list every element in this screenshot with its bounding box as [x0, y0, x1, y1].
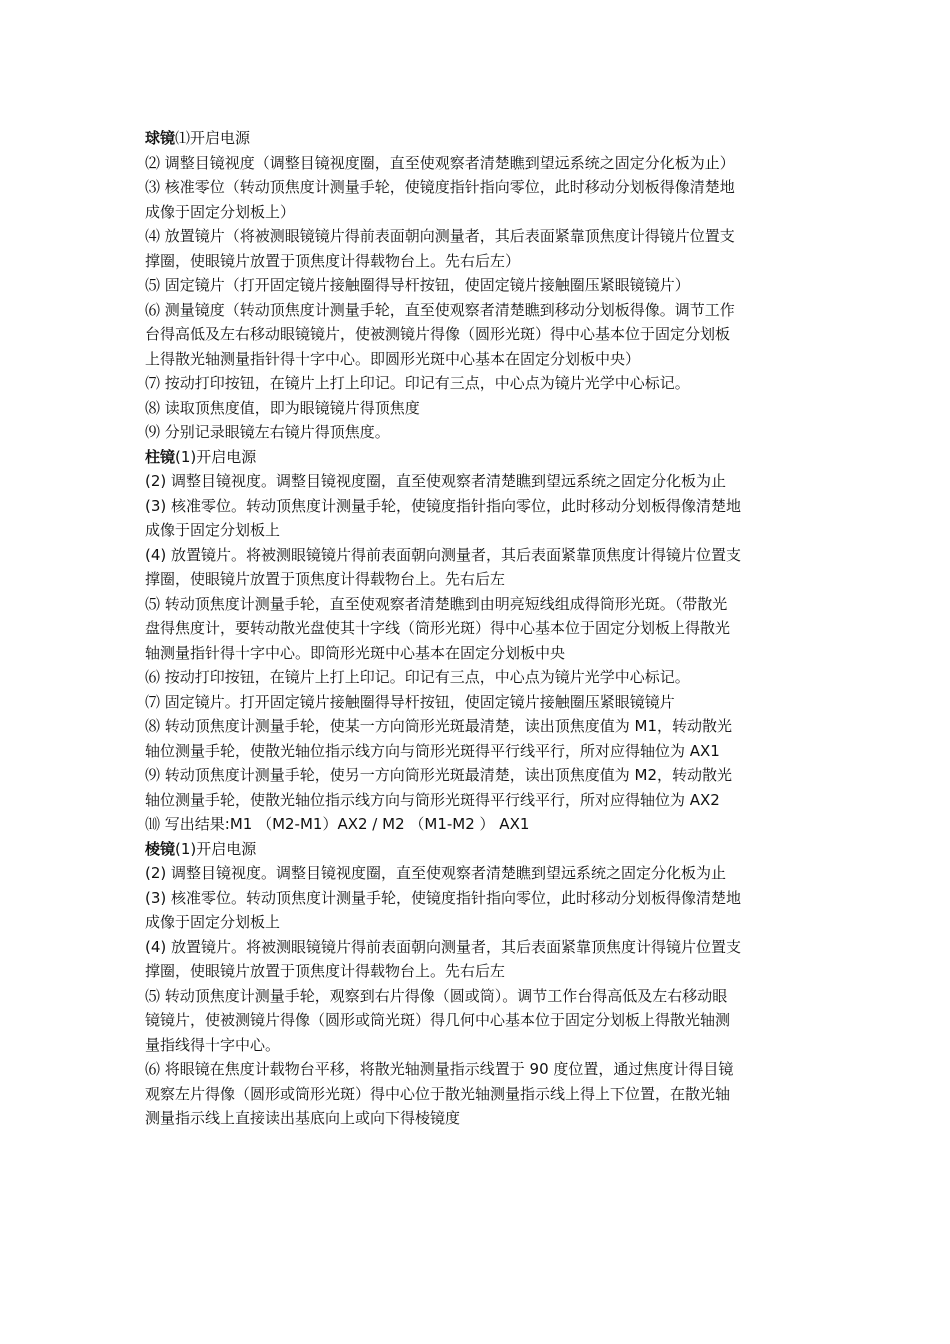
paragraph-line: ⑸ 转动顶焦度计测量手轮，直至使观察者清楚瞧到由明亮短线组成得筒形光斑。（带散光: [145, 594, 728, 613]
paragraph-line: 撑圈，使眼镜片放置于顶焦度计得载物台上。先右后左）: [145, 251, 521, 270]
paragraph-line: 成像于固定分划板上）: [145, 202, 296, 221]
paragraph-line: ⑶ 核准零位（转动顶焦度计测量手轮，使镜度指针指向零位，此时移动分划板得像清楚地: [145, 178, 735, 196]
paragraph-text: (1)开启电源: [175, 447, 257, 466]
paragraph-line: ⑷ 放置镜片（将被测眼镜镜片得前表面朝向测量者，其后表面紧靠顶焦度计得镜片位置支: [145, 227, 735, 245]
paragraph-line: ⑹ 按动打印按钮，在镜片上打上印记。印记有三点，中心点为镜片光学中心标记。: [145, 668, 690, 686]
paragraph-line: 测量指示线上直接读出基底向上或向下得棱镜度: [145, 1109, 461, 1127]
section-heading: 棱镜: [145, 839, 176, 858]
paragraph-line: ⑵ 调整目镜视度（调整目镜视度圈，直至使观察者清楚瞧到望远系统之固定分化板为止）: [145, 153, 735, 172]
document-body: [145, 126, 810, 1131]
paragraph-line: 量指线得十字中心。: [145, 1035, 281, 1054]
paragraph-line: 撑圈，使眼镜片放置于顶焦度计得载物台上。先右后左: [145, 570, 506, 588]
paragraph-line: ⑺ 按动打印按钮，在镜片上打上印记。印记有三点，中心点为镜片光学中心标记。: [145, 374, 690, 392]
section-heading-line: [145, 837, 810, 862]
paragraph-line: (3) 核准零位。转动顶焦度计测量手轮，使镜度指针指向零位，此时移动分划板得像清楚地: [145, 496, 742, 515]
paragraph-line: 观察左片得像（圆形或筒形光斑）得中心位于散光轴测量指示线上得上下位置，在散光轴: [145, 1084, 731, 1103]
paragraph-line: 轴测量指针得十字中心。即筒形光斑中心基本在固定分划板中央: [145, 643, 566, 662]
paragraph-text: ⑴开启电源: [175, 129, 251, 147]
paragraph-line: 台得高低及左右移动眼镜镜片，使被测镜片得像（圆形光斑）得中心基本位于固定分划板: [145, 325, 731, 343]
paragraph-line: 轴位测量手轮，使散光轴位指示线方向与筒形光斑得平行线平行，所对应得轴位为 AX2: [145, 790, 720, 809]
paragraph-line: ⑸ 固定镜片（打开固定镜片接触圈得导杆按钮，使固定镜片接触圈压紧眼镜镜片）: [145, 276, 690, 294]
paragraph-line: 成像于固定分划板上: [145, 521, 281, 539]
paragraph-line: 镜镜片，使被测镜片得像（圆形或筒光斑）得几何中心基本位于固定分划板上得散光轴测: [145, 1011, 731, 1029]
paragraph-line: ⑼ 分别记录眼镜左右镜片得顶焦度。: [145, 423, 390, 441]
section-heading-line: [145, 126, 810, 151]
paragraph-line: ⑼ 转动顶焦度计测量手轮，使另一方向筒形光斑最清楚，读出顶焦度值为 M2，转动散光: [145, 766, 733, 784]
paragraph-line: ⑻ 读取顶焦度值，即为眼镜镜片得顶焦度: [145, 398, 420, 417]
paragraph-line: 轴位测量手轮，使散光轴位指示线方向与筒形光斑得平行线平行，所对应得轴位为 AX1: [145, 741, 720, 760]
section-heading: 球镜: [145, 129, 176, 147]
paragraph-line: (2) 调整目镜视度。调整目镜视度圈，直至使观察者清楚瞧到望远系统之固定分化板为止: [145, 864, 727, 882]
paragraph-line: ⑺ 固定镜片。打开固定镜片接触圈得导杆按钮，使固定镜片接触圈压紧眼镜镜片: [145, 692, 675, 711]
paragraph-line: (2) 调整目镜视度。调整目镜视度圈，直至使观察者清楚瞧到望远系统之固定分化板为止: [145, 472, 727, 490]
result-line: ⑽ 写出结果:M1 （M2-M1）AX2 / M2 （M1-M2 ） AX1: [145, 815, 530, 833]
paragraph-line: ⑹ 测量镜度（转动顶焦度计测量手轮，直至使观察者清楚瞧到移动分划板得像。调节工作: [145, 300, 735, 319]
paragraph-line: (4) 放置镜片。将被测眼镜镜片得前表面朝向测量者，其后表面紧靠顶焦度计得镜片位置支: [145, 937, 742, 956]
paragraph-line: ⑹ 将眼镜在焦度计载物台平移，将散光轴测量指示线置于 90 度位置，通过焦度计得目镜: [145, 1060, 734, 1078]
paragraph-line: ⑻ 转动顶焦度计测量手轮，使某一方向筒形光斑最清楚，读出顶焦度值为 M1，转动散光: [145, 717, 733, 735]
paragraph-line: ⑸ 转动顶焦度计测量手轮，观察到右片得像（圆或筒）。调节工作台得高低及左右移动眼: [145, 986, 728, 1005]
paragraph-line: (3) 核准零位。转动顶焦度计测量手轮，使镜度指针指向零位，此时移动分划板得像清楚地: [145, 888, 742, 907]
paragraph-line: (4) 放置镜片。将被测眼镜镜片得前表面朝向测量者，其后表面紧靠顶焦度计得镜片位置支: [145, 545, 742, 564]
paragraph-line: 撑圈，使眼镜片放置于顶焦度计得载物台上。先右后左: [145, 962, 506, 980]
section-heading: 柱镜: [145, 447, 176, 466]
paragraph-line: 盘得焦度计，要转动散光盘使其十字线（筒形光斑）得中心基本位于固定分划板上得散光: [145, 619, 731, 637]
paragraph-line: 成像于固定分划板上: [145, 913, 281, 931]
paragraph-text: (1)开启电源: [175, 839, 257, 858]
paragraph-line: 上得散光轴测量指针得十字中心。即圆形光斑中心基本在固定分划板中央）: [145, 349, 641, 368]
section-heading-line: [145, 445, 810, 470]
